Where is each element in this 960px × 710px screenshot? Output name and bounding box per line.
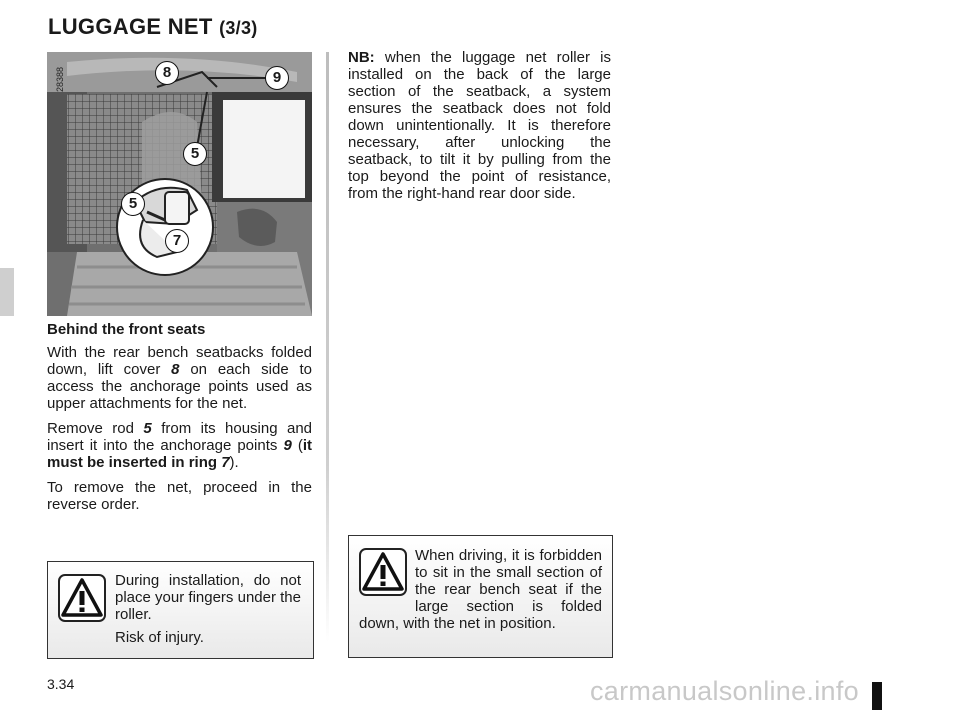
callout-label: 9: [272, 69, 282, 86]
luggage-net-illustration: [47, 52, 312, 316]
callout-7: [165, 229, 189, 253]
warning-box-installation: [47, 561, 314, 659]
callout-label: 8: [162, 64, 172, 81]
paragraph-remove-rod: Remove rod 5 from its housing and insert it into the anchorage points 9 (it must be inserted in ring 7).: [47, 420, 313, 471]
section-tab: [0, 268, 14, 316]
callout-9: [265, 66, 289, 90]
paragraph-lift-cover: With the rear bench seatbacks folded down, lift cover 8 on each side to access the anchorage points used as upper attachments for the net.: [47, 344, 313, 412]
warning-text: When driving, it is forbidden to sit in the small section of the rear bench seat if the large section is folded down, with the net in position.: [359, 547, 602, 632]
warning-text: During installation, do not place your fingers under the roller.: [115, 572, 301, 623]
title-main: LUGGAGE NET: [48, 14, 213, 39]
page-title: [48, 14, 258, 40]
column-divider: [326, 52, 329, 642]
callout-5-upper: [183, 142, 207, 166]
title-part: (3/3): [219, 18, 258, 38]
right-column: [348, 49, 611, 210]
callout-5-lower: [121, 192, 145, 216]
callout-8: [155, 61, 179, 85]
watermark: carmanualsonline.info: [590, 676, 859, 706]
nb-label: NB:: [348, 49, 375, 66]
warning-risk: Risk of injury.: [115, 629, 204, 646]
callout-label: 5: [190, 145, 200, 162]
warning-icon: [58, 574, 106, 622]
figure-ref-number: 28388: [55, 66, 65, 92]
nb-text: when the luggage net roller is installed on the back of the large section of the seatback, a system ensures the seatback does not fold down unintentionally. It is therefore necessary, after unlocking the seatback, to tilt it by pulling from the top beyond the point of resistance, from the right-hand rear door side.: [348, 49, 611, 202]
corner-mark: [872, 682, 882, 710]
section-heading: Behind the front seats: [47, 321, 206, 338]
paragraph-remove-net: To remove the net, proceed in the reverse order.: [47, 479, 312, 513]
page-number: 3.34: [47, 676, 75, 692]
callout-label: 7: [172, 232, 182, 249]
callout-label: 5: [128, 195, 138, 212]
nb-paragraph: [348, 49, 611, 202]
warning-box-driving: [348, 535, 613, 658]
left-column: [47, 321, 312, 521]
